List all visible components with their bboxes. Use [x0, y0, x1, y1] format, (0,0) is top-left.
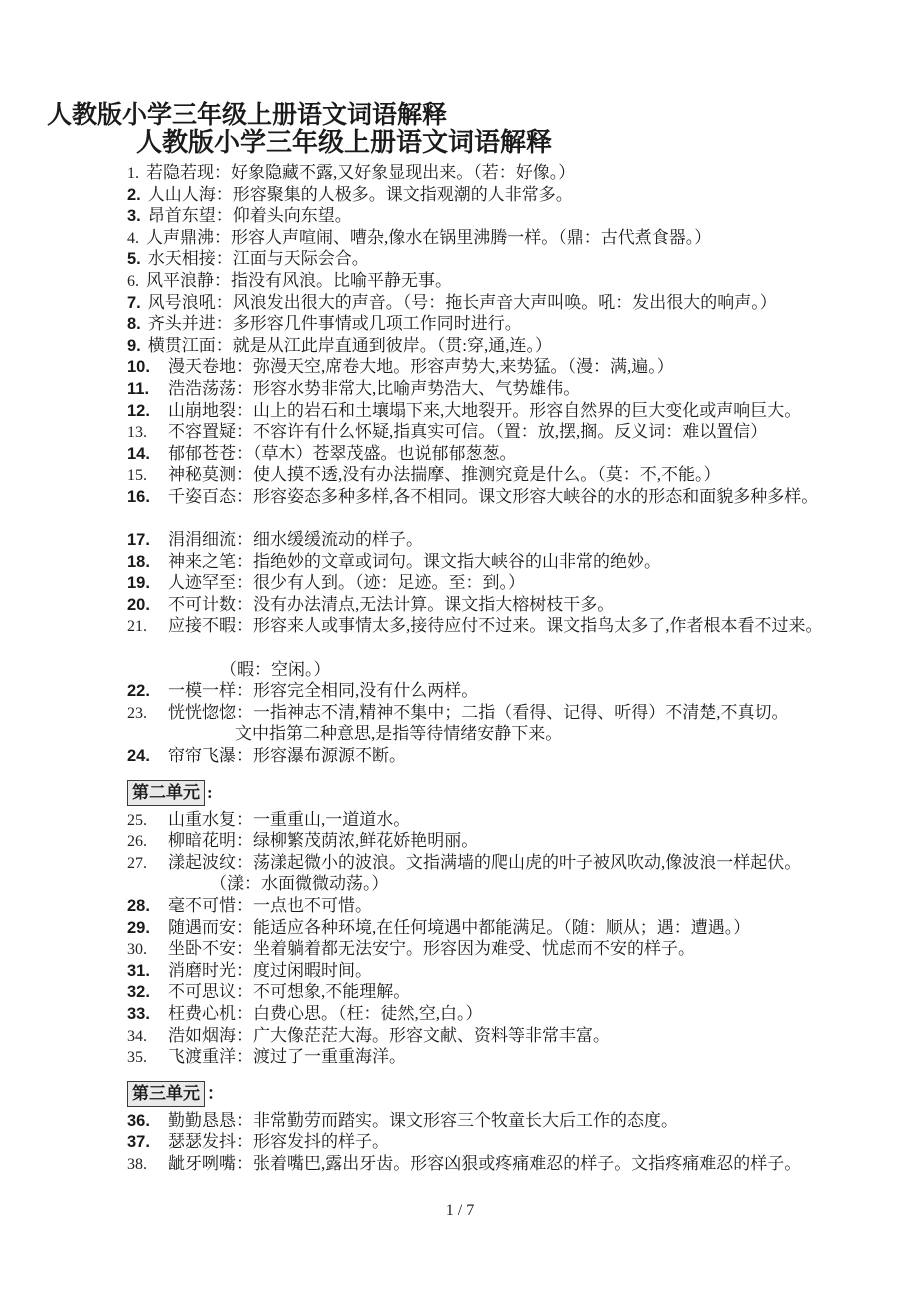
- list-item: [127, 205, 920, 227]
- unit-header: [127, 779, 920, 809]
- item-number: 23.: [127, 704, 147, 722]
- page-number: 1 / 7: [445, 1202, 475, 1219]
- item-text: 人山人海：形容聚集的人极多。课文指观潮的人非常多。: [147, 184, 573, 204]
- item-continuation: 文中指第二种意思,是指等待情绪安静下来。: [235, 724, 563, 744]
- item-number: 33.: [127, 1004, 150, 1023]
- item-number: 35.: [127, 1049, 147, 1067]
- item-text: 随遇而安：能适应各种环境,在任何境遇中都能满足。（随：顺从；遇：遭遇。）: [168, 917, 751, 937]
- unit-suffix: ：: [207, 1084, 224, 1104]
- list-item: [127, 981, 920, 1003]
- item-text: 人声鼎沸：形容人声喧闹、嘈杂,像水在锅里沸腾一样。（鼎：古代煮食器。）: [146, 227, 712, 247]
- item-number: 25.: [127, 811, 147, 829]
- item-text: 飞渡重洋：渡过了一重重海洋。: [168, 1047, 406, 1067]
- item-number: 16.: [127, 487, 150, 506]
- list-item: [127, 809, 920, 831]
- document-title-top: 人教版小学三年级上册语文词语解释: [47, 102, 448, 129]
- item-text: 神来之笔：指绝妙的文章或词句。课文指大峡谷的山非常的绝妙。: [168, 551, 661, 571]
- list-item: [127, 1003, 920, 1025]
- item-number: 19.: [127, 574, 150, 593]
- item-number: 38.: [127, 1155, 147, 1173]
- item-number: 28.: [127, 897, 150, 915]
- list-item: [127, 292, 920, 314]
- item-number: 24.: [127, 747, 150, 766]
- item-number: 36.: [127, 1111, 150, 1130]
- item-number: 18.: [127, 552, 150, 571]
- list-item: [127, 270, 920, 292]
- item-continuation: （漾：水面微微动荡。）: [210, 874, 389, 894]
- item-number: 31.: [127, 961, 150, 980]
- list-item: [127, 572, 920, 594]
- list-item: [127, 1110, 920, 1132]
- item-number: 15.: [127, 467, 147, 485]
- item-number: 37.: [127, 1133, 150, 1152]
- list-item: [127, 1025, 920, 1047]
- item-text: 昂首东望：仰着头向东望。: [147, 206, 352, 226]
- item-number: 9.: [127, 336, 141, 355]
- item-number: 27.: [127, 854, 147, 872]
- item-text: 不可思议：不可想象,不能理解。: [168, 982, 411, 1002]
- item-number: 26.: [127, 833, 147, 851]
- blank-line: [0, 508, 920, 530]
- item-text: 风平浪静：指没有风浪。比喻平静无事。: [146, 270, 452, 290]
- list-item: [127, 895, 920, 917]
- list-item: [127, 400, 920, 422]
- unit-box-label: 第三单元: [127, 1081, 205, 1107]
- item-text: 人迹罕至：很少有人到。（迹：足迹。至：到。）: [168, 573, 525, 593]
- list-item: [127, 184, 920, 206]
- item-number: 6.: [127, 272, 139, 290]
- item-number: 32.: [127, 983, 150, 1002]
- item-text: 浩如烟海：广大像茫茫大海。形容文献、资料等非常丰富。: [168, 1025, 610, 1045]
- list-item: [127, 378, 920, 400]
- item-number: 12.: [127, 401, 150, 420]
- item-text: 消磨时光：度过闲暇时间。: [168, 960, 372, 980]
- item-text: 龇牙咧嘴：张着嘴巴,露出牙齿。形容凶狠或疼痛难忍的样子。文指疼痛难忍的样子。: [168, 1153, 802, 1173]
- item-text: 柳暗花明：绿柳繁茂荫浓,鲜花娇艳明丽。: [168, 831, 479, 851]
- blank-line: [0, 637, 920, 659]
- item-text: 齐头并进：多形容几件事情或几项工作同时进行。: [147, 314, 522, 334]
- item-number: 22.: [127, 682, 150, 701]
- list-item: [127, 852, 920, 874]
- list-item: [127, 356, 920, 378]
- item-text: 一模一样：形容完全相同,没有什么两样。: [168, 681, 479, 701]
- item-text: 横贯江面：就是从江此岸直通到彼岸。（贯:穿,通,连。）: [147, 335, 552, 355]
- item-number: 5.: [127, 250, 141, 269]
- list-item: [127, 227, 920, 249]
- item-text: 坐卧不安：坐着躺着都无法安宁。形容因为难受、忧虑而不安的样子。: [168, 939, 695, 959]
- item-text: 漾起波纹：荡漾起微小的波浪。文指满墙的爬山虎的叶子被风吹动,像波浪一样起伏。: [168, 852, 802, 872]
- item-text: 恍恍惚惚：一指神志不清,精神不集中；二指（看得、记得、听得）不清楚,不真切。: [168, 702, 789, 722]
- list-item: [127, 529, 920, 551]
- item-text: 涓涓细流：细水缓缓流动的样子。: [168, 530, 423, 550]
- item-text: 神秘莫测：使人摸不透,没有办法揣摩、推测究竟是什么。（莫：不,不能。）: [168, 465, 721, 485]
- item-number: 14.: [127, 444, 150, 463]
- list-item: [127, 1153, 920, 1175]
- item-number: 3.: [127, 207, 141, 226]
- item-number: 8.: [127, 315, 141, 334]
- item-text: 毫不可惜：一点也不可惜。: [168, 896, 372, 915]
- item-number: 2.: [127, 185, 141, 204]
- item-text: 水天相接：江面与天际会合。: [147, 249, 369, 269]
- item-text: 千姿百态：形容姿态多种多样,各不相同。课文形容大峡谷的水的形态和面貌多种多样。: [168, 486, 819, 506]
- item-number: 21.: [127, 618, 147, 636]
- item-number: 10.: [127, 358, 150, 377]
- item-number: 11.: [127, 379, 150, 398]
- item-text: 若隐若现：好象隐藏不露,又好象显现出来。（若：好像。）: [146, 163, 576, 182]
- item-number: 1.: [127, 165, 139, 182]
- list-item: [127, 702, 920, 724]
- list-item: [127, 313, 920, 335]
- item-text: 浩浩荡荡：形容水势非常大,比喻声势浩大、气势雄伟。: [168, 378, 581, 398]
- list-item: [127, 917, 920, 939]
- item-text: 枉费心机：白费心思。（枉：徒然,空,白。）: [168, 1003, 483, 1023]
- list-item: [127, 1131, 920, 1153]
- list-item: [127, 1046, 920, 1068]
- list-item: [127, 615, 920, 637]
- unit-suffix: :: [207, 782, 213, 802]
- item-continuation: （暇：空闲。）: [220, 659, 331, 679]
- item-text: 不容置疑：不容许有什么怀疑,指真实可信。（置：放,摆,搁。反义词：难以置信）: [168, 422, 768, 442]
- item-text: 风号浪吼：风浪发出很大的声音。（号：拖长声音大声叫唤。吼：发出很大的响声。）: [147, 292, 777, 312]
- list-item: [127, 551, 920, 573]
- list-item: [127, 594, 920, 616]
- item-text: 不可计数：没有办法清点,无法计算。课文指大榕树枝干多。: [168, 594, 615, 614]
- unit-header: [127, 1080, 920, 1110]
- item-text: 郁郁苍苍：（草木）苍翠茂盛。也说郁郁葱葱。: [168, 443, 517, 463]
- list-item: [127, 830, 920, 852]
- item-text: 瑟瑟发抖：形容发抖的样子。: [168, 1132, 389, 1152]
- item-number: 17.: [127, 531, 150, 550]
- list-item: [127, 421, 920, 443]
- document-title-main: 人教版小学三年级上册语文词语解释: [136, 128, 553, 157]
- item-text: 勤勤恳恳：非常勤劳而踏实。课文形容三个牧童长大后工作的态度。: [168, 1110, 678, 1130]
- list-item: [127, 938, 920, 960]
- list-item: [127, 335, 920, 357]
- item-number: 7.: [127, 293, 141, 312]
- list-item: [127, 248, 920, 270]
- word-list: [0, 162, 920, 1175]
- unit-box-label: 第二单元: [127, 780, 205, 806]
- item-number: 29.: [127, 918, 150, 937]
- item-number: 20.: [127, 595, 150, 614]
- item-text: 帘帘飞瀑：形容瀑布源源不断。: [168, 746, 406, 766]
- item-number: 30.: [127, 941, 147, 959]
- list-item: [127, 443, 920, 465]
- item-text: 山重水复：一重重山,一道道水。: [168, 809, 411, 829]
- list-item: [127, 464, 920, 486]
- list-item: [127, 680, 920, 702]
- item-number: 13.: [127, 424, 147, 442]
- item-number: 4.: [127, 229, 139, 247]
- item-text: 应接不暇：形容来人或事情太多,接待应付不过来。课文指鸟太多了,作者根本看不过来。: [168, 616, 823, 636]
- item-text: 漫天卷地：弥漫天空,席卷大地。形容声势大,来势猛。（漫：满,遍。）: [168, 357, 674, 377]
- list-item: [127, 162, 920, 184]
- item-text: 山崩地裂：山上的岩石和土壤塌下来,大地裂开。形容自然界的巨大变化或声响巨大。: [168, 400, 802, 420]
- item-number: 34.: [127, 1027, 147, 1045]
- list-item: [127, 960, 920, 982]
- list-item: [127, 745, 920, 767]
- list-item: [127, 486, 920, 508]
